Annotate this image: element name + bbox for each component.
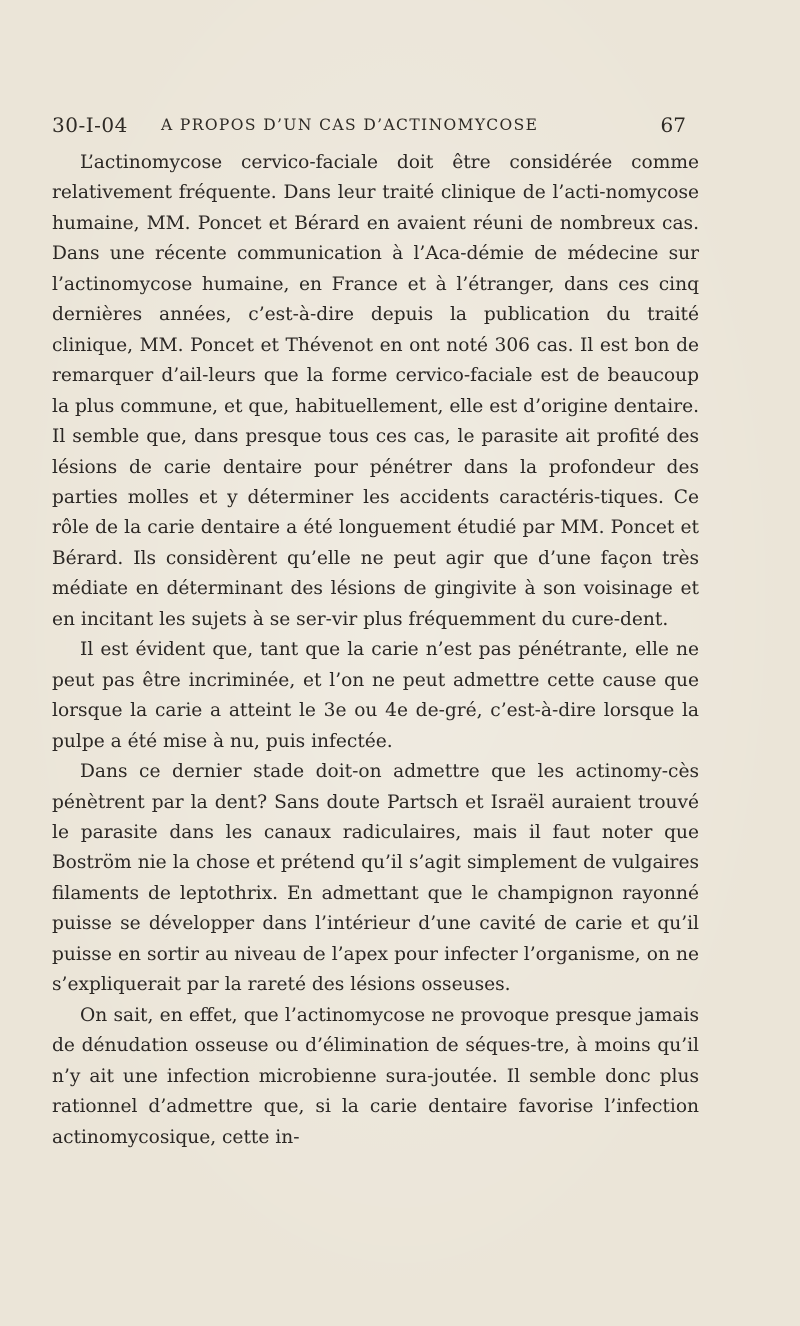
running-title: A PROPOS D’UN CAS D’ACTINOMYCOSE <box>161 116 539 134</box>
paragraph-3: Dans ce dernier stade doit-on admettre que les actinomy-cès pénètrent par la dent? Sans doute Partsch et Israël auraient trouvé le parasite dans les canaux radiculaires, mais il faut noter que Boström nie la chose et prétend qu’il s’agit simplement de vulgaires filaments de leptothrix. En admettant que le champignon rayonné puisse se développer dans l’intérieur d’une cavité de carie et qu’il puisse en sortir au niveau de l’apex pour infecter l’organisme, on ne s’expliquerait par la rareté des lésions osseuses. <box>52 761 699 996</box>
page-number: 67 <box>660 113 686 137</box>
paragraph-1: L’actinomycose cervico-faciale doit être considérée comme relativement fréquente. Dans leur traité clinique de l’acti-nomycose humaine, MM. Poncet et Bérard en avaient réuni de nombreux cas. Dans une récente communication à l’Aca-démie de médecine sur l’actinomycose humaine, en France et à l’étranger, dans ces cinq dernières années, c’est-à-dire depuis la publication du traité clinique, MM. Poncet et Thévenot en ont noté 306 cas. Il est bon de remarquer d’ail-leurs que la forme cervico-faciale est de beaucoup la plus commune, et que, habituellement, elle est d’origine dentaire. Il semble que, dans presque tous ces cas, le parasite ait profité des lésions de carie dentaire pour pénétrer dans la profondeur des parties molles et y déterminer les accidents caractéris-tiques. Ce rôle de la carie dentaire a été longuement étudié par MM. Poncet et Bérard. Ils considèrent qu’elle ne peut agir que d’une façon très médiate en déterminant des lésions de gingivite à son voisinage et en incitant les sujets à se ser-vir plus fréquemment du cure-dent. <box>52 152 699 630</box>
paragraph-2: Il est évident que, tant que la carie n’est pas pénétrante, elle ne peut pas être incriminée, et l’on ne peut admettre cette cause que lorsque la carie a atteint le 3e ou 4e de-gré, c’est-à-dire lorsque la pulpe a été mise à nu, puis infectée. <box>52 639 699 752</box>
running-header <box>52 113 686 143</box>
paragraph-4: On sait, en effet, que l’actinomycose ne provoque presque jamais de dénudation osseuse ou d’élimination de séques-tre, à moins qu’il n’y ait une infection microbienne sura-joutée. Il semble donc plus rationnel d’admettre que, si la carie dentaire favorise l’infection actinomycosique, cette in- <box>52 1004 699 1148</box>
body-text <box>52 148 699 1153</box>
header-date: 30-I-04 <box>52 113 128 137</box>
